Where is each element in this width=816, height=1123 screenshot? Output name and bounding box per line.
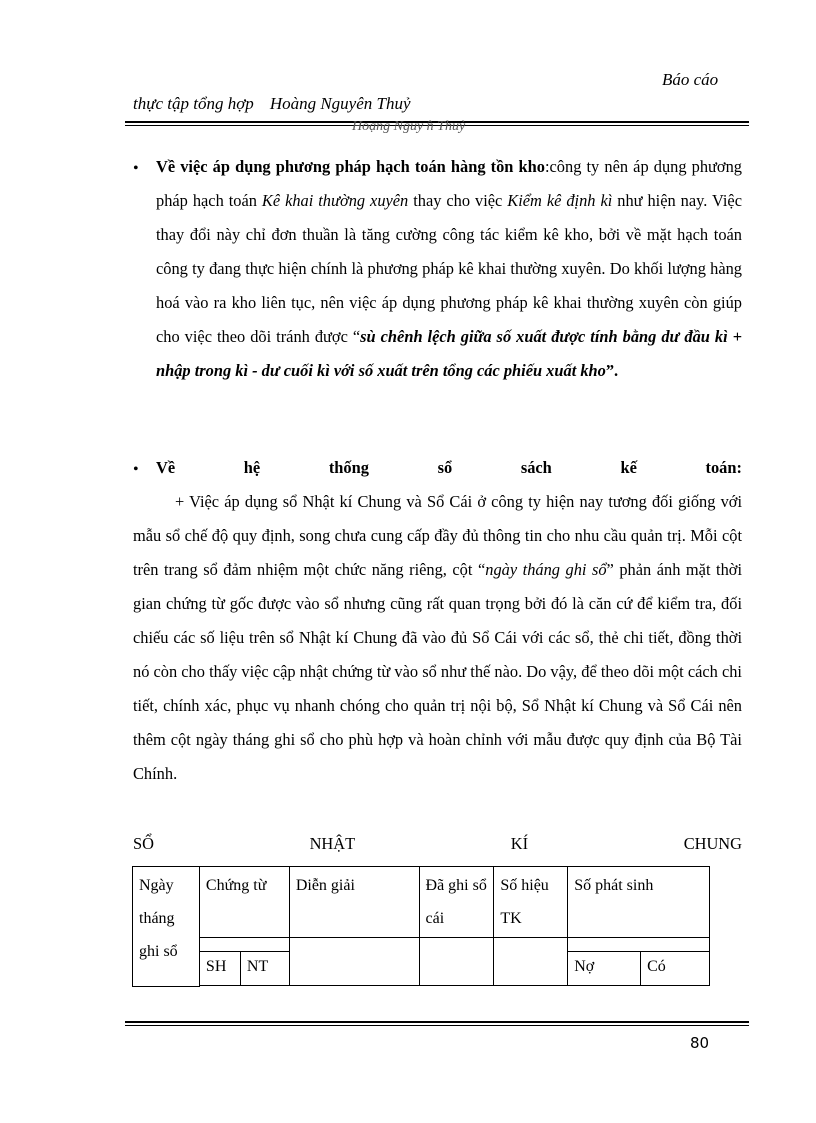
header-subtitle: thực tập tổng hợp — [133, 94, 254, 113]
heading-word: thống — [328, 458, 369, 477]
bullet-icon: • — [133, 461, 139, 478]
heading-word: toán: — [705, 458, 742, 477]
ledger-title-word: SỔ — [133, 834, 154, 853]
text-run-italic: Kê khai thường xuyên — [261, 191, 409, 210]
page-number: 80 — [690, 1034, 710, 1052]
posted-cell — [419, 938, 494, 986]
text-run: :công ty nên áp dụng phương pháp hạch toán — [156, 157, 742, 210]
highlighted-quote: sù chênh lệch giữa số xuất được tính bằng dư đầu kì + nhập trong kì - dư cuối kì với số xuất trên tổng các phiếu xuất kho — [156, 327, 742, 380]
text-run: như hiện nay. Việc thay đổi này chỉ đơn thuần là tăng cường công tác kiểm kê kho, bởi về mặt hạch toán công ty đang thực hiện chính là phương pháp kê khai thường xuyên. Do khối lượng hàng hoá vào ra kho liên tục, nên việc áp dụng phương pháp kê khai thường xuyên còn giúp cho việc theo dõi tránh được “ — [156, 191, 742, 346]
amount-spacer — [568, 938, 710, 952]
header-author-ghost: Hoạng Nguy ̂n Thuỷ — [352, 119, 466, 134]
col-header-date: Ngày tháng ghi sổ — [133, 867, 200, 986]
text-run: + Việc áp dụng sổ Nhật kí Chung và Sổ Cái ở công ty hiện nay tương đối giống với mẫu sổ chế độ quy định, song chưa cung cấp đầy đủ thông tin cho nhu cầu quản trị. Mỗi cột trên trang sổ đảm nhiệm một chức năng riêng, cột “ — [133, 492, 742, 579]
footer-rule-top — [125, 1021, 749, 1023]
heading-word: Về — [156, 458, 176, 477]
text-run: thay cho việc — [408, 191, 508, 210]
col-header-posted: Đã ghi sổ cái — [419, 867, 494, 938]
text-run-italic: Kiểm kê định kì — [507, 191, 613, 210]
table-bottom-edge — [132, 986, 200, 987]
col-header-description: Diễn giải — [289, 867, 419, 938]
inventory-heading: Về việc áp dụng phương pháp hạch toán hàng tồn kho — [156, 157, 545, 176]
col-header-debit: Nợ — [568, 952, 641, 986]
ledger-title-word: NHẬT — [309, 834, 356, 853]
ledger-title — [133, 827, 742, 861]
ledger-title-word: KÍ — [510, 834, 529, 853]
voucher-spacer — [199, 938, 289, 952]
text-run: ” phản ánh mặt thời gian chứng từ gốc được vào sổ nhưng cũng rất quan trọng bởi đó là căn cứ để kiểm tra, đối chiếu các số liệu trên sổ Nhật kí Chung đã vào đủ Sổ Cái với các sổ, thẻ chi tiết, đồng thời nó còn cho thấy việc cập nhật chứng từ vào sổ như thế nào. Do vậy, để theo dõi một cách chi tiết, chính xác, phục vụ nhanh chóng cho quản trị nội bộ, Sổ Nhật kí Chung và Sổ Cái nên thêm cột ngày tháng ghi sổ cho phù hợp và hoàn chỉnh với mẫu được quy định của Bộ Tài Chính. — [133, 560, 742, 783]
col-header-credit: Có — [641, 952, 710, 986]
accounting-books-heading — [156, 451, 742, 485]
col-header-sh: SH — [199, 952, 240, 986]
accounting-books-paragraph — [133, 485, 742, 791]
footer-rule-bottom — [125, 1025, 749, 1026]
col-header-amount: Số phát sinh — [568, 867, 710, 938]
heading-word: sổ — [437, 458, 453, 477]
col-header-voucher: Chứng từ — [199, 867, 289, 938]
header-title — [133, 94, 427, 114]
header-report-label: Báo cáo — [662, 70, 719, 89]
account-cell — [494, 938, 568, 986]
heading-word: sách — [520, 458, 552, 477]
col-header-nt: NT — [240, 952, 289, 986]
bullet-icon: • — [133, 160, 139, 177]
inventory-method-paragraph — [156, 150, 742, 388]
general-journal-table — [132, 866, 710, 986]
description-cell — [289, 938, 419, 986]
heading-word: kế — [620, 458, 637, 477]
ledger-title-word: CHUNG — [683, 834, 742, 853]
header-author: Hoàng Nguyên Thuỷ — [269, 94, 411, 113]
col-header-account: Số hiệu TK — [494, 867, 568, 938]
text-run: ”. — [605, 361, 619, 380]
text-run-italic: ngày tháng ghi sổ — [485, 560, 607, 579]
heading-word: hệ — [243, 458, 261, 477]
